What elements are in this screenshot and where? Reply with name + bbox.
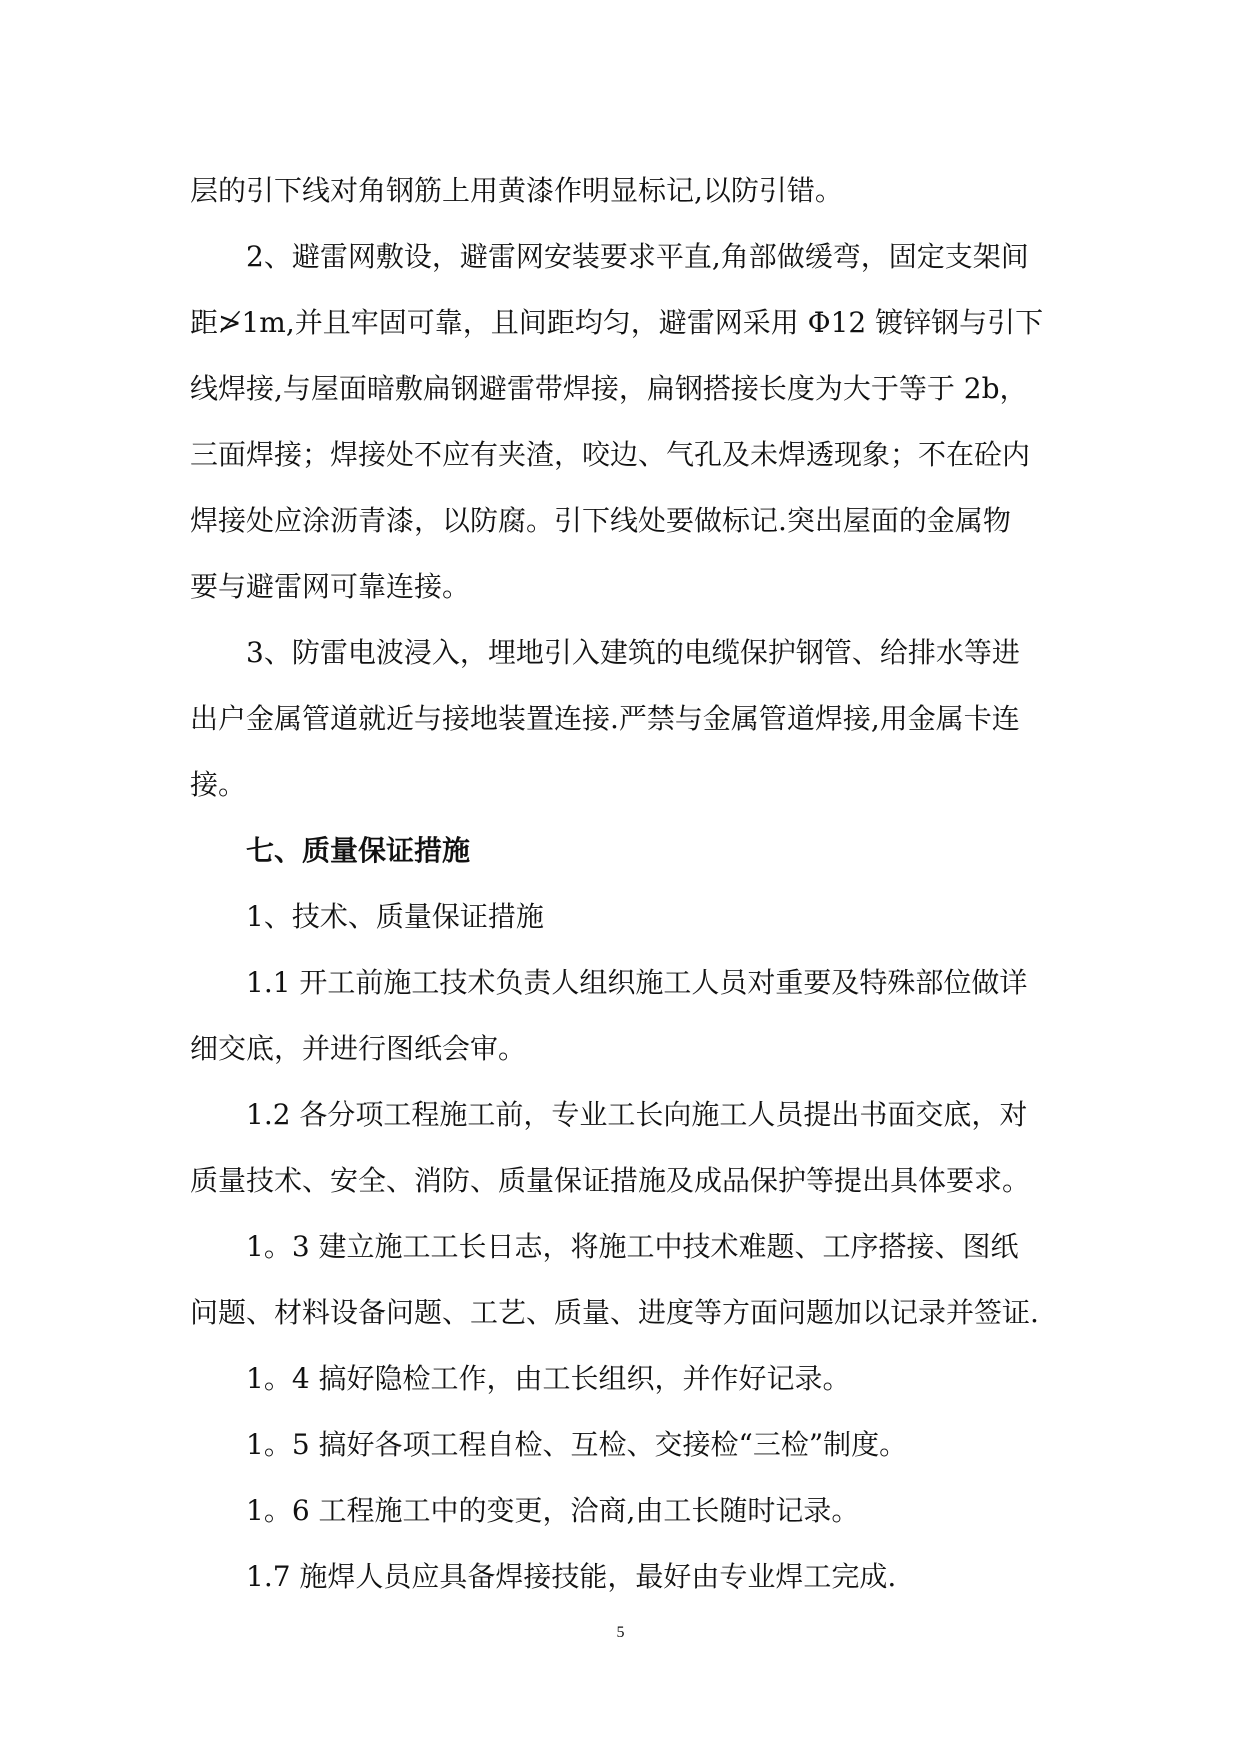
subsection-heading: 1、技术、质量保证措施 bbox=[246, 900, 544, 933]
paragraph-item-1-5: 1。5 搞好各项工程自检、互检、交接检“三检”制度。 bbox=[246, 1428, 908, 1461]
text-line: 出户金属管道就近与接地装置连接.严禁与金属管道焊接,用金属卡连 bbox=[190, 702, 1020, 735]
paragraph-item-1-1: 1.1 开工前施工技术负责人组织施工人员对重要及特殊部位做详 bbox=[246, 966, 1028, 999]
paragraph-item-1-6: 1。6 工程施工中的变更，洽商,由工长随时记录。 bbox=[246, 1494, 860, 1527]
paragraph-item-3: 3、防雷电波浸入，埋地引入建筑的电缆保护钢管、给排水等进 bbox=[246, 636, 1020, 669]
text-line: 层的引下线对角钢筋上用黄漆作明显标记,以防引错。 bbox=[190, 174, 843, 207]
text-line: 线焊接,与屋面暗敷扁钢避雷带焊接，扁钢搭接长度为大于等于 2b， bbox=[190, 372, 1028, 405]
text-line: 焊接处应涂沥青漆，以防腐。引下线处要做标记.突出屋面的金属物 bbox=[190, 504, 1011, 537]
paragraph-item-2: 2、避雷网敷设，避雷网安装要求平直,角部做缓弯，固定支架间 bbox=[246, 240, 1029, 273]
document-body bbox=[190, 158, 1058, 1610]
section-heading: 七、质量保证措施 bbox=[246, 834, 471, 867]
text-line: 要与避雷网可靠连接。 bbox=[190, 570, 471, 603]
paragraph-item-1-7: 1.7 施焊人员应具备焊接技能，最好由专业焊工完成. bbox=[246, 1560, 897, 1593]
text-line: 接。 bbox=[190, 768, 247, 801]
text-line: 问题、材料设备问题、工艺、质量、进度等方面问题加以记录并签证. bbox=[190, 1296, 1039, 1329]
page-number: 5 bbox=[616, 1624, 625, 1641]
paragraph-item-1-4: 1。4 搞好隐检工作，由工长组织，并作好记录。 bbox=[246, 1362, 851, 1395]
paragraph-item-1-2: 1.2 各分项工程施工前，专业工长向施工人员提出书面交底，对 bbox=[246, 1098, 1028, 1131]
text-line: 质量技术、安全、消防、质量保证措施及成品保护等提出具体要求。 bbox=[190, 1164, 1031, 1197]
paragraph-item-1-3: 1。3 建立施工工长日志，将施工中技术难题、工序搭接、图纸 bbox=[246, 1230, 1019, 1263]
text-line: 距≯1m,并且牢固可靠，且间距均匀，避雷网采用 Φ12 镀锌钢与引下 bbox=[190, 306, 1044, 339]
text-line: 三面焊接；焊接处不应有夹渣，咬边、气孔及未焊透现象；不在砼内 bbox=[190, 438, 1031, 471]
text-line: 细交底，并进行图纸会审。 bbox=[190, 1032, 527, 1065]
